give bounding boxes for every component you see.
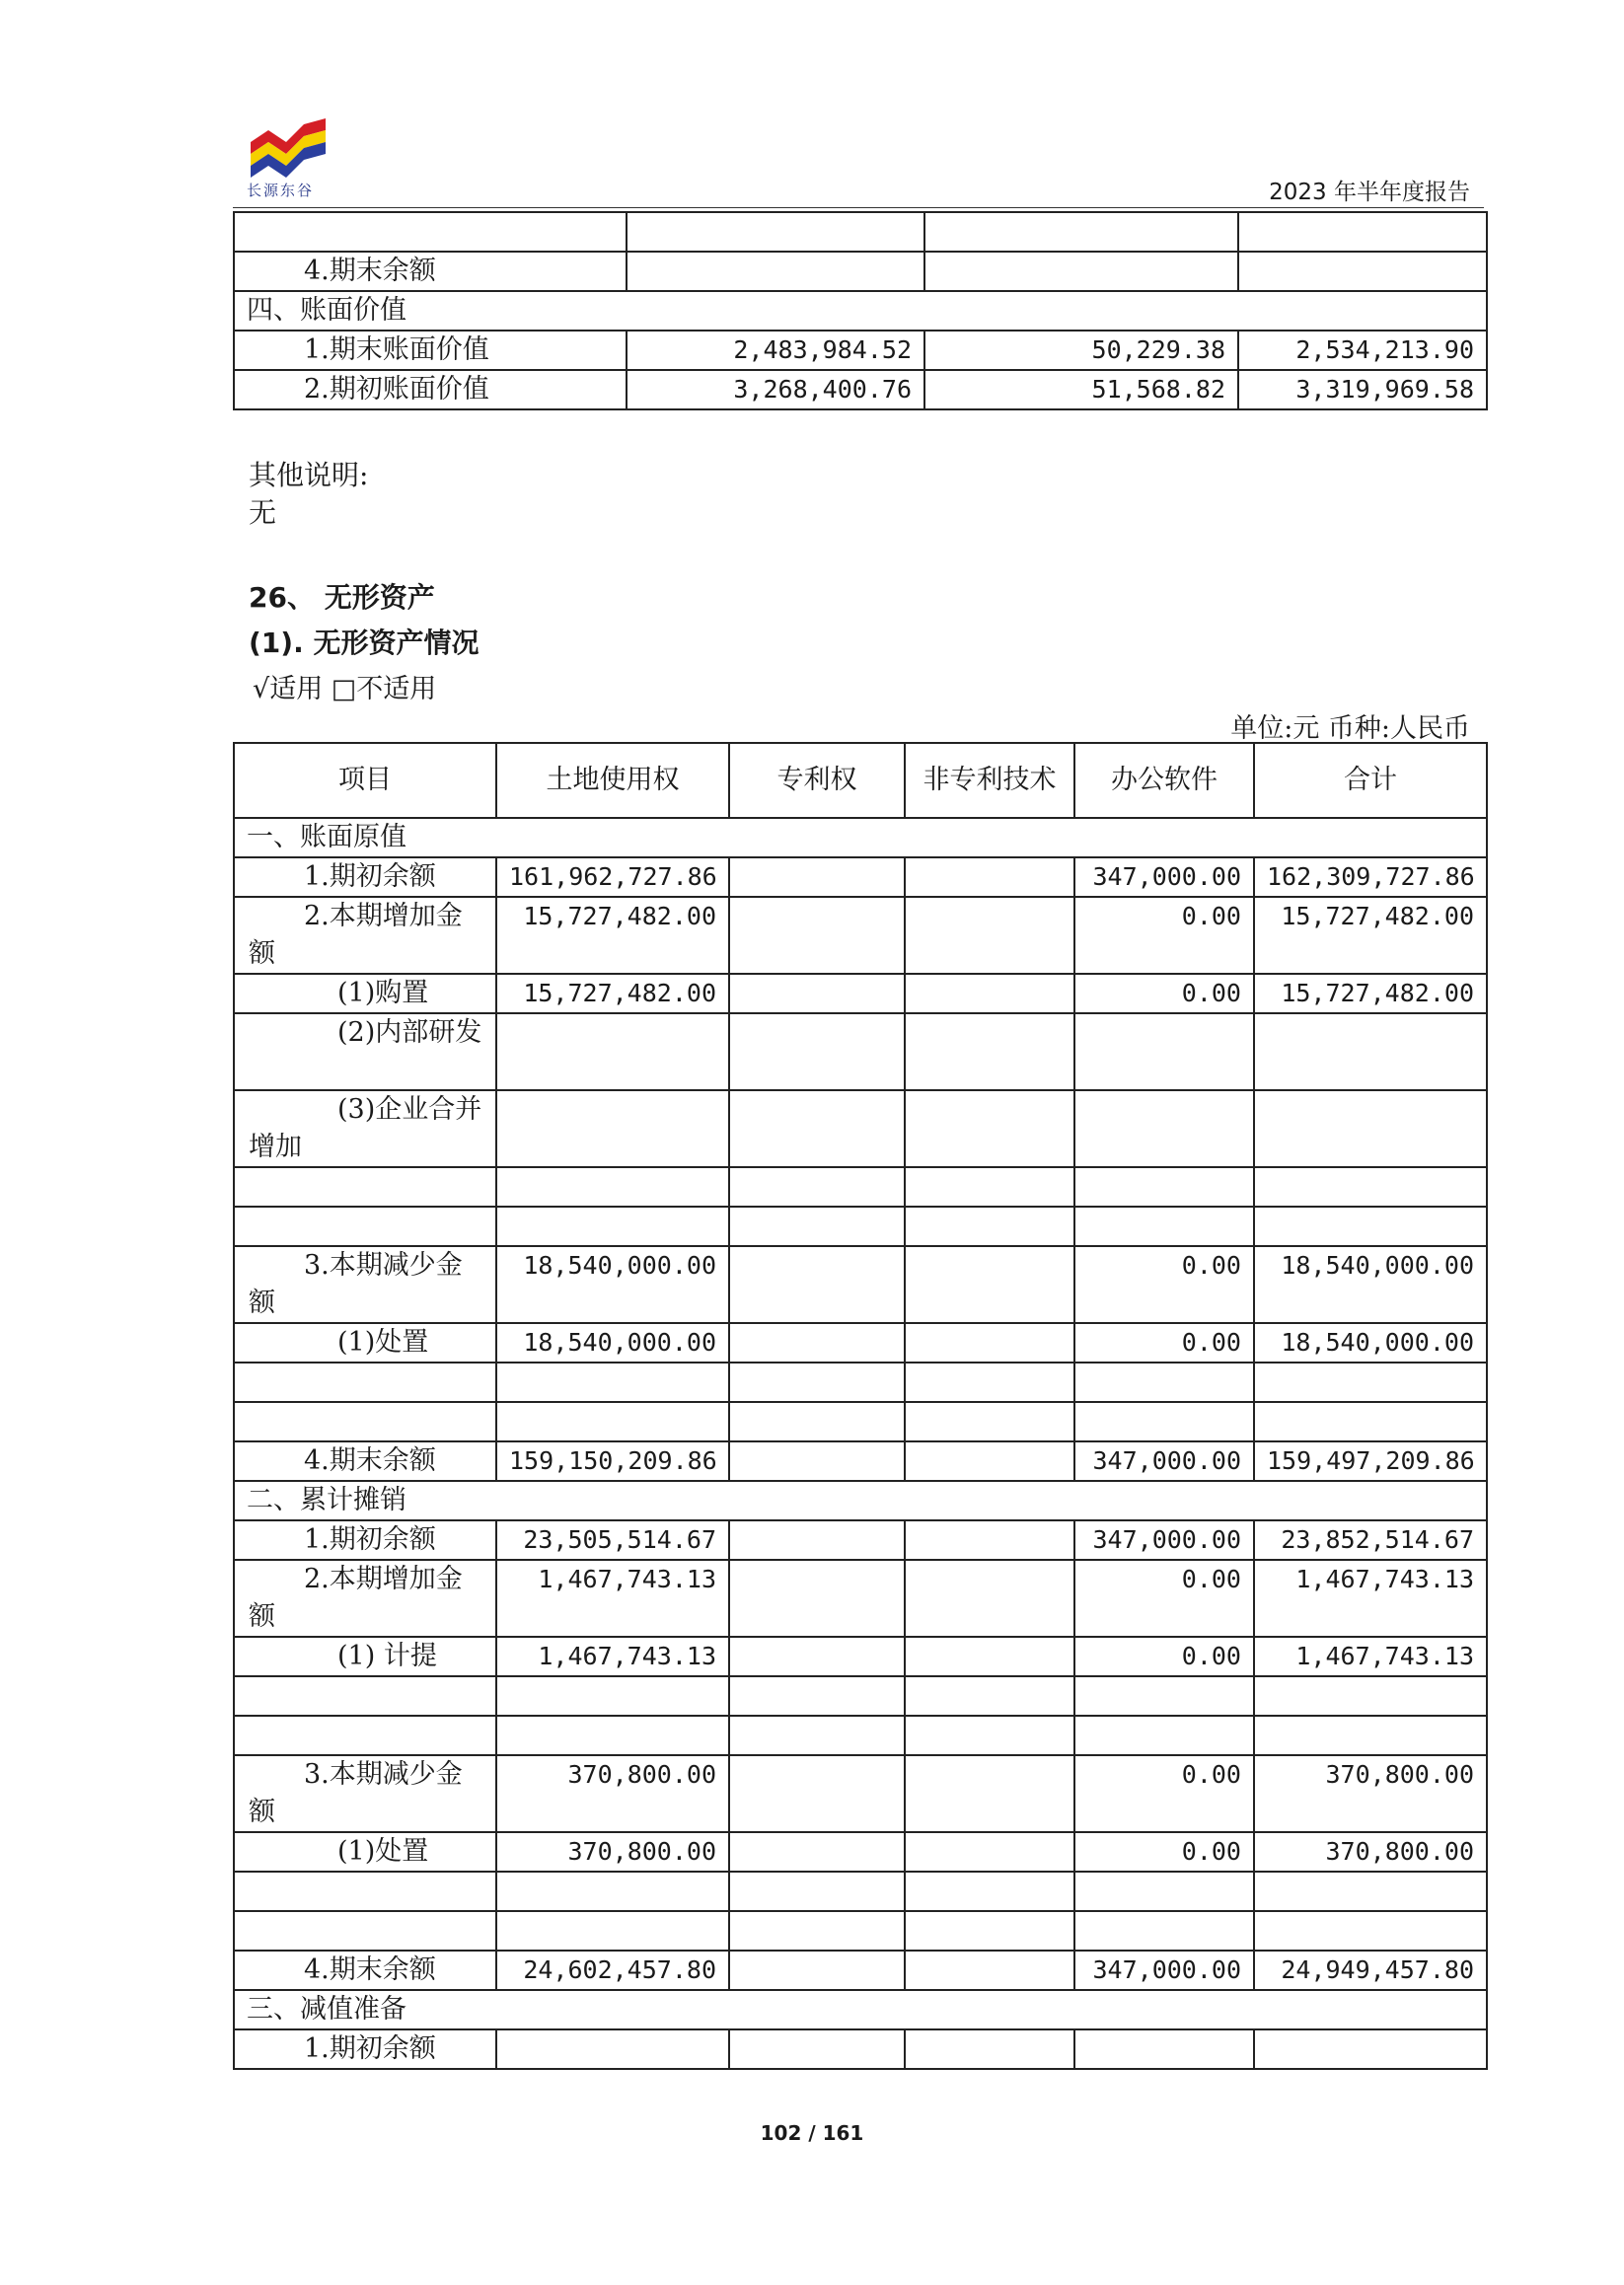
value-cell	[1074, 1167, 1254, 1207]
value-cell	[729, 1363, 905, 1402]
table-row	[234, 1676, 1487, 1716]
value-cell	[905, 1207, 1074, 1246]
value-cell	[1254, 1363, 1487, 1402]
value-cell: 2,534,213.90	[1238, 331, 1487, 370]
value-cell	[729, 1560, 905, 1637]
value-cell	[905, 857, 1074, 897]
value-cell	[496, 1402, 729, 1441]
row-label-cell: 2.本期增加金额	[234, 897, 496, 974]
logo-text: 长源东谷	[247, 182, 315, 199]
column-header: 专利权	[729, 743, 905, 818]
value-cell: 1,467,743.13	[1254, 1637, 1487, 1676]
value-cell	[496, 1911, 729, 1951]
other-notes-label: 其他说明:	[249, 459, 369, 491]
value-cell	[1074, 1676, 1254, 1716]
value-cell: 3,268,400.76	[627, 370, 924, 409]
value-cell: 162,309,727.86	[1254, 857, 1487, 897]
value-cell	[496, 1207, 729, 1246]
row-label-cell: 3.本期减少金额	[234, 1246, 496, 1323]
column-header: 土地使用权	[496, 743, 729, 818]
value-cell	[729, 1637, 905, 1676]
row-label-cell: (2)内部研发	[234, 1013, 496, 1090]
table-row	[234, 974, 1487, 1013]
value-cell: 23,505,514.67	[496, 1520, 729, 1560]
value-cell	[729, 1676, 905, 1716]
table-row	[234, 1951, 1487, 1990]
value-cell	[729, 1872, 905, 1911]
table-row	[234, 1013, 1487, 1090]
value-cell	[905, 1637, 1074, 1676]
row-label-cell: (1)处置	[234, 1832, 496, 1872]
row-label-cell: (1)购置	[234, 974, 496, 1013]
value-cell	[1254, 2029, 1487, 2069]
table-row	[234, 1755, 1487, 1832]
section-title: 26、 无形资产	[249, 581, 435, 614]
table-row	[234, 1560, 1487, 1637]
section-header-cell: 一、账面原值	[234, 818, 1487, 857]
table-row	[234, 857, 1487, 897]
row-label-cell	[234, 1872, 496, 1911]
column-header: 项目	[234, 743, 496, 818]
value-cell	[496, 1716, 729, 1755]
table-row	[234, 1832, 1487, 1872]
row-label-cell: 1.期初余额	[234, 857, 496, 897]
table-row	[234, 1872, 1487, 1911]
value-cell	[496, 2029, 729, 2069]
value-cell: 24,602,457.80	[496, 1951, 729, 1990]
value-cell	[905, 1441, 1074, 1481]
value-cell: 159,150,209.86	[496, 1441, 729, 1481]
row-label-cell	[234, 1911, 496, 1951]
value-cell: 15,727,482.00	[1254, 897, 1487, 974]
table-row	[234, 818, 1487, 857]
value-cell	[729, 897, 905, 974]
row-label-cell: (1) 计提	[234, 1637, 496, 1676]
value-cell	[1254, 1090, 1487, 1167]
value-cell: 0.00	[1074, 1323, 1254, 1363]
value-cell	[729, 1207, 905, 1246]
value-cell	[905, 1872, 1074, 1911]
value-cell	[905, 1520, 1074, 1560]
value-cell	[905, 897, 1074, 974]
row-label-cell	[234, 1207, 496, 1246]
value-cell: 18,540,000.00	[1254, 1246, 1487, 1323]
table-row	[234, 212, 1487, 252]
table-header-row	[234, 743, 1487, 818]
column-header: 合计	[1254, 743, 1487, 818]
row-label-cell: 4.期末余额	[234, 1441, 496, 1481]
value-cell	[905, 1911, 1074, 1951]
value-cell	[729, 1402, 905, 1441]
value-cell	[627, 212, 924, 252]
value-cell	[1254, 1872, 1487, 1911]
value-cell: 15,727,482.00	[1254, 974, 1487, 1013]
table-row	[234, 1246, 1487, 1323]
value-cell: 0.00	[1074, 1637, 1254, 1676]
value-cell: 347,000.00	[1074, 1441, 1254, 1481]
table-row	[234, 252, 1487, 291]
value-cell	[729, 1441, 905, 1481]
value-cell	[496, 1676, 729, 1716]
table-row	[234, 1207, 1487, 1246]
table-row	[234, 1481, 1487, 1520]
table-row	[234, 1323, 1487, 1363]
other-notes-text: 无	[249, 496, 277, 529]
value-cell	[729, 1951, 905, 1990]
value-cell	[729, 857, 905, 897]
row-label-cell: 4.期末余额	[234, 252, 627, 291]
value-cell: 0.00	[1074, 1246, 1254, 1323]
value-cell: 2,483,984.52	[627, 331, 924, 370]
value-cell	[729, 1716, 905, 1755]
applicable-checkbox-text: √适用 □不适用	[253, 674, 437, 704]
row-label-cell: (1)处置	[234, 1323, 496, 1363]
table-row	[234, 1990, 1487, 2029]
value-cell	[729, 974, 905, 1013]
value-cell	[729, 1755, 905, 1832]
value-cell: 24,949,457.80	[1254, 1951, 1487, 1990]
table-row	[234, 370, 1487, 409]
value-cell: 3,319,969.58	[1238, 370, 1487, 409]
value-cell: 1,467,743.13	[496, 1637, 729, 1676]
section-header-cell: 三、减值准备	[234, 1990, 1487, 2029]
table-row	[234, 1716, 1487, 1755]
section-header-cell: 二、累计摊销	[234, 1481, 1487, 1520]
value-cell	[729, 1323, 905, 1363]
value-cell	[905, 1090, 1074, 1167]
table-row	[234, 2029, 1487, 2069]
value-cell	[905, 1402, 1074, 1441]
value-cell	[1074, 1090, 1254, 1167]
value-cell	[1254, 1013, 1487, 1090]
value-cell	[729, 1246, 905, 1323]
value-cell	[1074, 2029, 1254, 2069]
value-cell	[905, 1323, 1074, 1363]
value-cell: 15,727,482.00	[496, 897, 729, 974]
table-row	[234, 291, 1487, 331]
value-cell	[729, 1520, 905, 1560]
value-cell: 23,852,514.67	[1254, 1520, 1487, 1560]
value-cell	[905, 974, 1074, 1013]
value-cell	[905, 1676, 1074, 1716]
value-cell	[1074, 1402, 1254, 1441]
value-cell	[496, 1872, 729, 1911]
value-cell	[1074, 1207, 1254, 1246]
value-cell	[1254, 1207, 1487, 1246]
value-cell: 161,962,727.86	[496, 857, 729, 897]
value-cell	[905, 2029, 1074, 2069]
value-cell: 50,229.38	[924, 331, 1238, 370]
value-cell	[1254, 1911, 1487, 1951]
value-cell: 15,727,482.00	[496, 974, 729, 1013]
section-header-cell: 四、账面价值	[234, 291, 1487, 331]
value-cell: 1,467,743.13	[1254, 1560, 1487, 1637]
value-cell	[1254, 1167, 1487, 1207]
row-label-cell	[234, 1676, 496, 1716]
value-cell	[905, 1951, 1074, 1990]
table-row	[234, 1520, 1487, 1560]
value-cell	[924, 212, 1238, 252]
value-cell	[729, 1167, 905, 1207]
value-cell	[496, 1363, 729, 1402]
table-row	[234, 331, 1487, 370]
table-row	[234, 1090, 1487, 1167]
value-cell: 18,540,000.00	[496, 1246, 729, 1323]
intangible-assets-table	[233, 742, 1488, 2070]
row-label-cell	[234, 1402, 496, 1441]
header-rule	[233, 207, 1484, 208]
value-cell: 1,467,743.13	[496, 1560, 729, 1637]
table-row	[234, 1911, 1487, 1951]
value-cell: 0.00	[1074, 897, 1254, 974]
value-cell: 0.00	[1074, 1560, 1254, 1637]
report-title: 2023 年半年度报告	[1269, 180, 1470, 205]
value-cell	[905, 1716, 1074, 1755]
table-row	[234, 1167, 1487, 1207]
value-cell	[1074, 1363, 1254, 1402]
value-cell	[905, 1560, 1074, 1637]
value-cell: 0.00	[1074, 1832, 1254, 1872]
value-cell	[496, 1013, 729, 1090]
value-cell	[1238, 212, 1487, 252]
value-cell: 18,540,000.00	[496, 1323, 729, 1363]
currency-unit: 单位:元 币种:人民币	[1230, 713, 1470, 744]
value-cell: 0.00	[1074, 1755, 1254, 1832]
value-cell: 159,497,209.86	[1254, 1441, 1487, 1481]
value-cell	[496, 1167, 729, 1207]
value-cell	[1074, 1716, 1254, 1755]
row-label-cell: 4.期末余额	[234, 1951, 496, 1990]
value-cell	[729, 1832, 905, 1872]
value-cell: 347,000.00	[1074, 857, 1254, 897]
value-cell: 51,568.82	[924, 370, 1238, 409]
value-cell: 370,800.00	[1254, 1832, 1487, 1872]
row-label-cell: (3)企业合并增加	[234, 1090, 496, 1167]
row-label-cell: 1.期初余额	[234, 1520, 496, 1560]
logo-stripes-icon	[247, 116, 332, 178]
value-cell	[1254, 1402, 1487, 1441]
table-row	[234, 1402, 1487, 1441]
table-row	[234, 1363, 1487, 1402]
row-label-cell	[234, 1167, 496, 1207]
value-cell: 0.00	[1074, 974, 1254, 1013]
value-cell	[496, 1090, 729, 1167]
value-cell	[1074, 1911, 1254, 1951]
value-cell	[905, 1246, 1074, 1323]
value-cell: 347,000.00	[1074, 1951, 1254, 1990]
row-label-cell: 2.期初账面价值	[234, 370, 627, 409]
table-row	[234, 1441, 1487, 1481]
table-row	[234, 897, 1487, 974]
value-cell: 370,800.00	[496, 1832, 729, 1872]
value-cell	[1254, 1676, 1487, 1716]
column-header: 非专利技术	[905, 743, 1074, 818]
value-cell	[729, 2029, 905, 2069]
table-row	[234, 1637, 1487, 1676]
row-label-cell	[234, 212, 627, 252]
value-cell	[729, 1090, 905, 1167]
value-cell	[905, 1167, 1074, 1207]
row-label-cell: 1.期末账面价值	[234, 331, 627, 370]
value-cell: 18,540,000.00	[1254, 1323, 1487, 1363]
value-cell	[905, 1832, 1074, 1872]
value-cell: 370,800.00	[1254, 1755, 1487, 1832]
value-cell	[729, 1911, 905, 1951]
value-cell	[924, 252, 1238, 291]
row-label-cell	[234, 1363, 496, 1402]
row-label-cell: 2.本期增加金额	[234, 1560, 496, 1637]
fixed-asset-continuation-table	[233, 211, 1488, 410]
column-header: 办公软件	[1074, 743, 1254, 818]
value-cell: 370,800.00	[496, 1755, 729, 1832]
value-cell	[1238, 252, 1487, 291]
company-logo	[247, 116, 333, 200]
value-cell	[1074, 1872, 1254, 1911]
value-cell	[1254, 1716, 1487, 1755]
section-subtitle: (1). 无形资产情况	[249, 627, 480, 659]
value-cell	[905, 1013, 1074, 1090]
value-cell: 347,000.00	[1074, 1520, 1254, 1560]
page-number: 102 / 161	[760, 2121, 864, 2145]
row-label-cell	[234, 1716, 496, 1755]
value-cell	[627, 252, 924, 291]
value-cell	[729, 1013, 905, 1090]
value-cell	[905, 1755, 1074, 1832]
value-cell	[1074, 1013, 1254, 1090]
value-cell	[905, 1363, 1074, 1402]
row-label-cell: 3.本期减少金额	[234, 1755, 496, 1832]
row-label-cell: 1.期初余额	[234, 2029, 496, 2069]
